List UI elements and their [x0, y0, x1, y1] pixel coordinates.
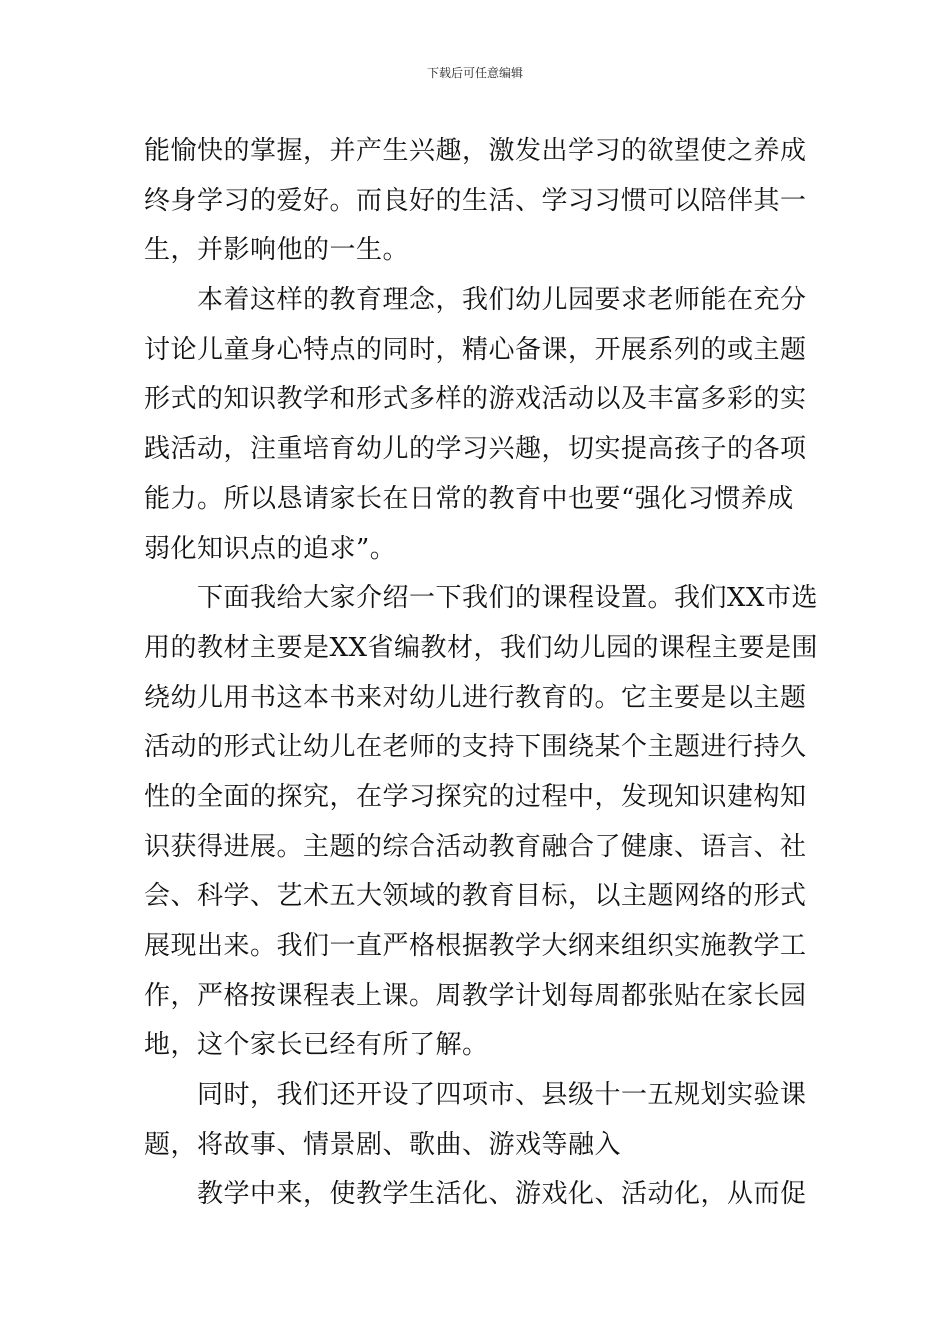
text-line: 活动的形式让幼儿在老师的支持下围绕某个主题进行持久 [144, 732, 807, 763]
text-line: 题，将故事、情景剧、歌曲、游戏等融入 [144, 1129, 622, 1160]
text-line: 同时，我们还开设了四项市、县级十一五规划实验课 [144, 1080, 807, 1111]
page-header: 下载后可任意编辑 [426, 66, 523, 80]
text-line: 终身学习的爱好。而良好的生活、学习习惯可以陪伴其一 [144, 185, 807, 216]
text-line: 作，严格按课程表上课。周教学计划每周都张贴在家长园 [144, 980, 807, 1011]
text-line: 识获得进展。主题的综合活动教育融合了健康、语言、社 [144, 831, 807, 862]
text-line: 地，这个家长已经有所了解。 [144, 1030, 489, 1061]
text-line: 形式的知识教学和形式多样的游戏活动以及丰富多彩的实 [144, 384, 807, 415]
text-line: 弱化知识点的追求”。 [144, 533, 397, 564]
text-line: 本着这样的教育理念，我们幼儿园要求老师能在充分 [144, 285, 807, 316]
text-line: 会、科学、艺术五大领域的教育目标，以主题网络的形式 [144, 881, 807, 912]
text-line: 绕幼儿用书这本书来对幼儿进行教育的。它主要是以主题 [144, 682, 807, 713]
text-line: 下面我给大家介绍一下我们的课程设置。我们XX市选 [144, 583, 819, 614]
text-line: 能力。所以恳请家长在日常的教育中也要“强化习惯养成 [144, 483, 794, 514]
text-line: 生，并影响他的一生。 [144, 235, 410, 266]
text-line: 践活动，注重培育幼儿的学习兴趣，切实提高孩子的各项 [144, 434, 807, 465]
text-line: 能愉快的掌握，并产生兴趣，激发出学习的欲望使之养成 [144, 136, 807, 166]
text-line: 用的教材主要是XX省编教材，我们幼儿园的课程主要是围 [144, 632, 819, 663]
text-line: 性的全面的探究，在学习探究的过程中，发现知识建构知 [144, 781, 807, 812]
body-text [144, 127, 819, 1220]
text-line: 讨论儿童身心特点的同时，精心备课，开展系列的或主题 [144, 334, 807, 365]
text-line: 展现出来。我们一直严格根据教学大纲来组织实施教学工 [144, 931, 807, 961]
text-line: 教学中来，使教学生活化、游戏化、活动化，从而促 [144, 1179, 807, 1210]
